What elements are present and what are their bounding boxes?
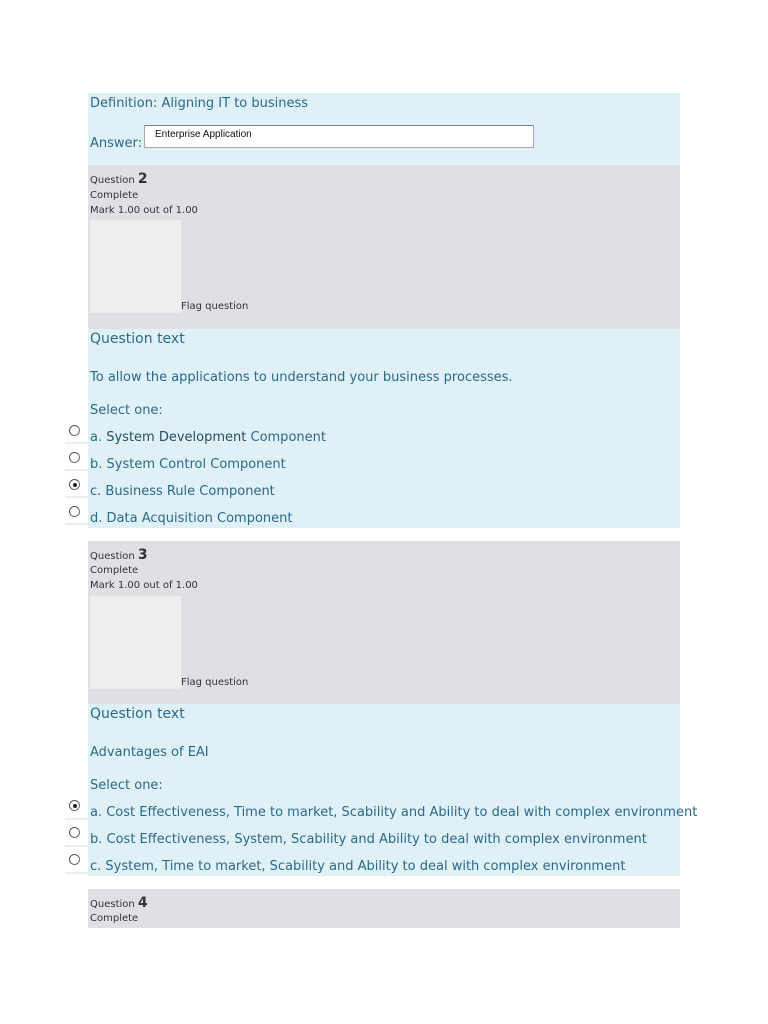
divider [65, 818, 88, 820]
divider [65, 442, 88, 444]
divider [65, 872, 88, 874]
radio-option-d[interactable] [69, 506, 80, 517]
question-4-label: Question 4 [90, 895, 148, 911]
radio-option-a[interactable] [69, 425, 80, 436]
option-c[interactable]: c. Business Rule Component [90, 484, 275, 499]
question-3-mark: Mark 1.00 out of 1.00 [90, 580, 198, 591]
option-b[interactable]: b. System Control Component [90, 457, 286, 472]
flag-question-link[interactable]: Flag question [181, 677, 249, 688]
answer-field[interactable]: Enterprise Application [144, 125, 534, 148]
question-number: 3 [137, 547, 148, 563]
flag-question-link[interactable]: Flag question [181, 301, 249, 312]
question-2-mark: Mark 1.00 out of 1.00 [90, 205, 198, 216]
question-2-status: Complete [90, 190, 139, 201]
question-3-text: Advantages of EAI [90, 745, 209, 760]
divider [65, 845, 88, 847]
question-2-text: To allow the applications to understand your business processes. [90, 370, 513, 385]
definition-text: Definition: Aligning IT to business [90, 96, 309, 111]
option-d[interactable]: d. Data Acquisition Component [90, 511, 293, 526]
option-a[interactable]: a. System Development Component [90, 430, 326, 445]
question-4-status: Complete [90, 913, 139, 924]
divider [65, 496, 88, 498]
select-one-label: Select one: [90, 403, 163, 418]
question-number: 2 [137, 171, 148, 187]
question-text-heading: Question text [90, 706, 185, 722]
flag-icon[interactable] [90, 596, 181, 689]
question-4-info [88, 889, 680, 928]
flag-icon[interactable] [90, 220, 181, 313]
question-3-content [88, 704, 698, 876]
question-text-heading: Question text [90, 331, 185, 347]
option-c[interactable]: c. System, Time to market, Scability and Ability to deal with complex environment [90, 859, 626, 874]
radio-option-b[interactable] [69, 452, 80, 463]
question-3-status: Complete [90, 565, 139, 576]
answer-label: Answer: [90, 136, 143, 151]
radio-option-c[interactable] [69, 854, 80, 865]
question-3-label: Question 3 [90, 547, 148, 563]
select-one-label: Select one: [90, 778, 163, 793]
radio-option-c[interactable] [69, 479, 80, 490]
question-1-answer-block [88, 93, 680, 165]
question-2-label: Question 2 [90, 171, 148, 187]
option-b[interactable]: b. Cost Effectiveness, System, Scability and Ability to deal with complex environment [90, 832, 647, 847]
question-2-info [88, 165, 680, 329]
divider [65, 523, 88, 525]
radio-option-a[interactable] [69, 800, 80, 811]
radio-option-b[interactable] [69, 827, 80, 838]
divider [65, 469, 88, 471]
question-2-content [88, 329, 680, 528]
question-3-info [88, 541, 680, 704]
question-number: 4 [137, 895, 148, 911]
option-a[interactable]: a. Cost Effectiveness, Time to market, Scability and Ability to deal with complex environment [90, 805, 698, 820]
